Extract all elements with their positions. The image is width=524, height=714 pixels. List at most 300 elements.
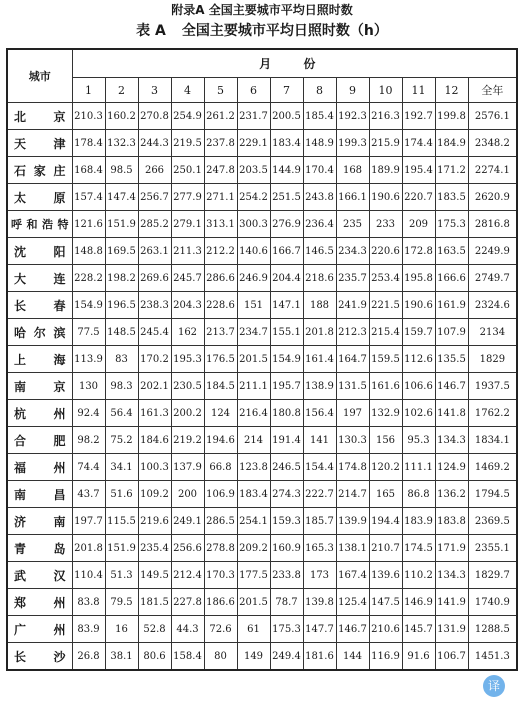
month-value-cell: 231.7 bbox=[237, 103, 270, 130]
month-value-cell: 145.7 bbox=[402, 616, 435, 643]
city-cell: 济南 bbox=[7, 508, 72, 535]
month-value-cell: 147.5 bbox=[369, 589, 402, 616]
month-value-cell: 115.5 bbox=[105, 508, 138, 535]
month-value-cell: 233.8 bbox=[270, 562, 303, 589]
month-value-cell: 212.4 bbox=[171, 562, 204, 589]
month-value-cell: 209 bbox=[402, 211, 435, 238]
month-value-cell: 194.4 bbox=[369, 508, 402, 535]
month-value-cell: 246.9 bbox=[237, 265, 270, 292]
month-value-cell: 74.4 bbox=[72, 454, 105, 481]
month-value-cell: 200.2 bbox=[171, 400, 204, 427]
table-row bbox=[7, 157, 517, 184]
year-total-cell: 2620.9 bbox=[468, 184, 517, 211]
month-value-cell: 137.9 bbox=[171, 454, 204, 481]
month-value-cell: 132.3 bbox=[105, 130, 138, 157]
year-total-cell: 1762.2 bbox=[468, 400, 517, 427]
month-value-cell: 185.7 bbox=[303, 508, 336, 535]
month-value-cell: 138.1 bbox=[336, 535, 369, 562]
month-value-cell: 160.9 bbox=[270, 535, 303, 562]
month-value-cell: 161.4 bbox=[303, 346, 336, 373]
month-header: 10 bbox=[369, 78, 402, 103]
month-value-cell: 195.7 bbox=[270, 373, 303, 400]
month-value-cell: 256.6 bbox=[171, 535, 204, 562]
month-value-cell: 256.7 bbox=[138, 184, 171, 211]
month-value-cell: 300.3 bbox=[237, 211, 270, 238]
month-value-cell: 146.5 bbox=[303, 238, 336, 265]
translate-badge-icon[interactable]: 译 bbox=[483, 675, 505, 697]
month-header: 9 bbox=[336, 78, 369, 103]
city-cell: 长沙 bbox=[7, 643, 72, 671]
month-value-cell: 155.1 bbox=[270, 319, 303, 346]
month-value-cell: 184.5 bbox=[204, 373, 237, 400]
month-value-cell: 174.8 bbox=[336, 454, 369, 481]
month-value-cell: 34.1 bbox=[105, 454, 138, 481]
month-header: 3 bbox=[138, 78, 171, 103]
table-row bbox=[7, 373, 517, 400]
month-value-cell: 162 bbox=[171, 319, 204, 346]
month-value-cell: 149 bbox=[237, 643, 270, 671]
month-value-cell: 141 bbox=[303, 427, 336, 454]
month-value-cell: 211.3 bbox=[171, 238, 204, 265]
city-cell: 大连 bbox=[7, 265, 72, 292]
month-value-cell: 83.8 bbox=[72, 589, 105, 616]
month-value-cell: 178.4 bbox=[72, 130, 105, 157]
month-value-cell: 194.6 bbox=[204, 427, 237, 454]
month-value-cell: 227.8 bbox=[171, 589, 204, 616]
month-value-cell: 192.3 bbox=[336, 103, 369, 130]
year-total-cell: 1829.7 bbox=[468, 562, 517, 589]
month-value-cell: 285.2 bbox=[138, 211, 171, 238]
month-value-cell: 254.1 bbox=[237, 508, 270, 535]
month-value-cell: 98.2 bbox=[72, 427, 105, 454]
month-value-cell: 190.6 bbox=[402, 292, 435, 319]
month-value-cell: 16 bbox=[105, 616, 138, 643]
month-value-cell: 166.7 bbox=[270, 238, 303, 265]
month-value-cell: 244.3 bbox=[138, 130, 171, 157]
month-value-cell: 254.9 bbox=[171, 103, 204, 130]
month-value-cell: 83 bbox=[105, 346, 138, 373]
month-value-cell: 154.9 bbox=[72, 292, 105, 319]
month-value-cell: 130.3 bbox=[336, 427, 369, 454]
month-value-cell: 219.5 bbox=[171, 130, 204, 157]
month-value-cell: 146.7 bbox=[435, 373, 468, 400]
table-row bbox=[7, 589, 517, 616]
month-value-cell: 181.6 bbox=[303, 643, 336, 671]
month-value-cell: 211.1 bbox=[237, 373, 270, 400]
month-value-cell: 83.9 bbox=[72, 616, 105, 643]
city-cell: 杭州 bbox=[7, 400, 72, 427]
month-value-cell: 213.7 bbox=[204, 319, 237, 346]
city-cell: 沈阳 bbox=[7, 238, 72, 265]
table-row bbox=[7, 535, 517, 562]
month-value-cell: 186.6 bbox=[204, 589, 237, 616]
city-cell: 天津 bbox=[7, 130, 72, 157]
year-total-cell: 2134 bbox=[468, 319, 517, 346]
month-value-cell: 188 bbox=[303, 292, 336, 319]
month-value-cell: 245.7 bbox=[171, 265, 204, 292]
month-value-cell: 219.2 bbox=[171, 427, 204, 454]
month-value-cell: 180.8 bbox=[270, 400, 303, 427]
month-value-cell: 170.4 bbox=[303, 157, 336, 184]
city-cell: 呼和浩特 bbox=[7, 211, 72, 238]
month-header: 1 bbox=[72, 78, 105, 103]
month-value-cell: 269.6 bbox=[138, 265, 171, 292]
month-value-cell: 136.2 bbox=[435, 481, 468, 508]
month-value-cell: 165.3 bbox=[303, 535, 336, 562]
month-value-cell: 109.2 bbox=[138, 481, 171, 508]
month-value-cell: 144.9 bbox=[270, 157, 303, 184]
year-total-cell: 2355.1 bbox=[468, 535, 517, 562]
month-value-cell: 230.5 bbox=[171, 373, 204, 400]
month-value-cell: 210.3 bbox=[72, 103, 105, 130]
table-row bbox=[7, 103, 517, 130]
year-total-cell: 1834.1 bbox=[468, 427, 517, 454]
month-value-cell: 218.6 bbox=[303, 265, 336, 292]
month-value-cell: 106.7 bbox=[435, 643, 468, 671]
month-value-cell: 112.6 bbox=[402, 346, 435, 373]
month-value-cell: 237.8 bbox=[204, 130, 237, 157]
table-row bbox=[7, 265, 517, 292]
month-value-cell: 250.1 bbox=[171, 157, 204, 184]
month-value-cell: 107.9 bbox=[435, 319, 468, 346]
year-total-cell: 1794.5 bbox=[468, 481, 517, 508]
month-value-cell: 195.4 bbox=[402, 157, 435, 184]
month-value-cell: 159.5 bbox=[369, 346, 402, 373]
table-row bbox=[7, 643, 517, 671]
month-value-cell: 163.5 bbox=[435, 238, 468, 265]
month-value-cell: 166.6 bbox=[435, 265, 468, 292]
month-value-cell: 210.6 bbox=[369, 616, 402, 643]
month-value-cell: 102.6 bbox=[402, 400, 435, 427]
city-cell: 南昌 bbox=[7, 481, 72, 508]
table-row bbox=[7, 481, 517, 508]
month-value-cell: 167.4 bbox=[336, 562, 369, 589]
month-value-cell: 221.5 bbox=[369, 292, 402, 319]
month-value-cell: 158.4 bbox=[171, 643, 204, 671]
city-cell: 石家庄 bbox=[7, 157, 72, 184]
table-row bbox=[7, 562, 517, 589]
month-value-cell: 139.8 bbox=[303, 589, 336, 616]
month-value-cell: 79.5 bbox=[105, 589, 138, 616]
year-total-cell: 2749.7 bbox=[468, 265, 517, 292]
table-row bbox=[7, 130, 517, 157]
month-value-cell: 220.7 bbox=[402, 184, 435, 211]
table-row bbox=[7, 211, 517, 238]
year-total-cell: 1451.3 bbox=[468, 643, 517, 671]
month-value-cell: 216.3 bbox=[369, 103, 402, 130]
year-header: 全年 bbox=[468, 78, 517, 103]
month-value-cell: 75.2 bbox=[105, 427, 138, 454]
month-value-cell: 279.1 bbox=[171, 211, 204, 238]
month-value-cell: 210.7 bbox=[369, 535, 402, 562]
month-value-cell: 234.7 bbox=[237, 319, 270, 346]
month-value-cell: 286.6 bbox=[204, 265, 237, 292]
month-value-cell: 228.2 bbox=[72, 265, 105, 292]
month-value-cell: 214 bbox=[237, 427, 270, 454]
month-value-cell: 215.9 bbox=[369, 130, 402, 157]
city-cell: 郑州 bbox=[7, 589, 72, 616]
month-value-cell: 171.9 bbox=[435, 535, 468, 562]
month-value-cell: 199.8 bbox=[435, 103, 468, 130]
year-total-cell: 2274.1 bbox=[468, 157, 517, 184]
month-value-cell: 52.8 bbox=[138, 616, 171, 643]
month-value-cell: 141.8 bbox=[435, 400, 468, 427]
month-value-cell: 251.5 bbox=[270, 184, 303, 211]
month-value-cell: 173 bbox=[303, 562, 336, 589]
month-value-cell: 151.9 bbox=[105, 535, 138, 562]
city-cell: 哈尔滨 bbox=[7, 319, 72, 346]
month-value-cell: 286.5 bbox=[204, 508, 237, 535]
table-title bbox=[0, 22, 524, 40]
month-header: 5 bbox=[204, 78, 237, 103]
year-total-cell: 1740.9 bbox=[468, 589, 517, 616]
month-value-cell: 86.8 bbox=[402, 481, 435, 508]
month-value-cell: 212.2 bbox=[204, 238, 237, 265]
month-value-cell: 116.9 bbox=[369, 643, 402, 671]
month-value-cell: 72.6 bbox=[204, 616, 237, 643]
year-total-cell: 1829 bbox=[468, 346, 517, 373]
month-value-cell: 169.5 bbox=[105, 238, 138, 265]
month-value-cell: 276.9 bbox=[270, 211, 303, 238]
month-value-cell: 159.3 bbox=[270, 508, 303, 535]
month-value-cell: 200.5 bbox=[270, 103, 303, 130]
month-value-cell: 51.3 bbox=[105, 562, 138, 589]
month-value-cell: 38.1 bbox=[105, 643, 138, 671]
month-value-cell: 139.9 bbox=[336, 508, 369, 535]
month-value-cell: 215.4 bbox=[369, 319, 402, 346]
month-value-cell: 168.4 bbox=[72, 157, 105, 184]
table-row bbox=[7, 454, 517, 481]
table-row bbox=[7, 400, 517, 427]
city-cell: 南京 bbox=[7, 373, 72, 400]
month-value-cell: 92.4 bbox=[72, 400, 105, 427]
month-value-cell: 51.6 bbox=[105, 481, 138, 508]
month-value-cell: 132.9 bbox=[369, 400, 402, 427]
month-value-cell: 184.9 bbox=[435, 130, 468, 157]
month-value-cell: 245.4 bbox=[138, 319, 171, 346]
city-cell: 上海 bbox=[7, 346, 72, 373]
month-value-cell: 141.9 bbox=[435, 589, 468, 616]
month-value-cell: 277.9 bbox=[171, 184, 204, 211]
month-value-cell: 134.3 bbox=[435, 562, 468, 589]
month-value-cell: 138.9 bbox=[303, 373, 336, 400]
month-value-cell: 246.5 bbox=[270, 454, 303, 481]
month-value-cell: 190.6 bbox=[369, 184, 402, 211]
month-value-cell: 125.4 bbox=[336, 589, 369, 616]
month-value-cell: 171.2 bbox=[435, 157, 468, 184]
city-cell: 长春 bbox=[7, 292, 72, 319]
month-value-cell: 61 bbox=[237, 616, 270, 643]
month-value-cell: 195.8 bbox=[402, 265, 435, 292]
month-value-cell: 228.6 bbox=[204, 292, 237, 319]
month-value-cell: 235 bbox=[336, 211, 369, 238]
month-value-cell: 168 bbox=[336, 157, 369, 184]
month-header: 7 bbox=[270, 78, 303, 103]
month-value-cell: 151 bbox=[237, 292, 270, 319]
city-cell: 北京 bbox=[7, 103, 72, 130]
month-value-cell: 154.4 bbox=[303, 454, 336, 481]
month-value-cell: 222.7 bbox=[303, 481, 336, 508]
month-value-cell: 43.7 bbox=[72, 481, 105, 508]
month-value-cell: 209.2 bbox=[237, 535, 270, 562]
year-total-cell: 2348.2 bbox=[468, 130, 517, 157]
month-value-cell: 161.6 bbox=[369, 373, 402, 400]
month-value-cell: 247.8 bbox=[204, 157, 237, 184]
month-value-cell: 199.3 bbox=[336, 130, 369, 157]
month-value-cell: 219.6 bbox=[138, 508, 171, 535]
month-value-cell: 254.2 bbox=[237, 184, 270, 211]
table-row bbox=[7, 184, 517, 211]
month-value-cell: 124 bbox=[204, 400, 237, 427]
month-value-cell: 139.6 bbox=[369, 562, 402, 589]
month-value-cell: 111.1 bbox=[402, 454, 435, 481]
month-value-cell: 202.1 bbox=[138, 373, 171, 400]
month-value-cell: 238.3 bbox=[138, 292, 171, 319]
month-value-cell: 243.8 bbox=[303, 184, 336, 211]
month-value-cell: 203.5 bbox=[237, 157, 270, 184]
month-value-cell: 181.5 bbox=[138, 589, 171, 616]
month-value-cell: 192.7 bbox=[402, 103, 435, 130]
month-value-cell: 131.5 bbox=[336, 373, 369, 400]
month-value-cell: 160.2 bbox=[105, 103, 138, 130]
month-value-cell: 170.3 bbox=[204, 562, 237, 589]
month-value-cell: 197.7 bbox=[72, 508, 105, 535]
month-value-cell: 189.9 bbox=[369, 157, 402, 184]
month-value-cell: 176.5 bbox=[204, 346, 237, 373]
table-row bbox=[7, 427, 517, 454]
month-value-cell: 146.9 bbox=[402, 589, 435, 616]
month-value-cell: 151.9 bbox=[105, 211, 138, 238]
month-value-cell: 235.4 bbox=[138, 535, 171, 562]
month-value-cell: 278.8 bbox=[204, 535, 237, 562]
table-title-text: 全国主要城市平均日照时数（h） bbox=[181, 23, 388, 39]
month-value-cell: 201.5 bbox=[237, 346, 270, 373]
month-value-cell: 241.9 bbox=[336, 292, 369, 319]
month-value-cell: 91.6 bbox=[402, 643, 435, 671]
table-row bbox=[7, 238, 517, 265]
month-value-cell: 156 bbox=[369, 427, 402, 454]
month-value-cell: 233 bbox=[369, 211, 402, 238]
month-value-cell: 161.9 bbox=[435, 292, 468, 319]
month-value-cell: 204.4 bbox=[270, 265, 303, 292]
year-total-cell: 1469.2 bbox=[468, 454, 517, 481]
year-total-cell: 2576.1 bbox=[468, 103, 517, 130]
month-value-cell: 274.3 bbox=[270, 481, 303, 508]
month-value-cell: 106.6 bbox=[402, 373, 435, 400]
month-header: 2 bbox=[105, 78, 138, 103]
year-total-cell: 1288.5 bbox=[468, 616, 517, 643]
month-value-cell: 183.4 bbox=[237, 481, 270, 508]
page-header: 附录A 全国主要城市平均日照时数 bbox=[171, 3, 353, 17]
table-row bbox=[7, 616, 517, 643]
month-value-cell: 170.2 bbox=[138, 346, 171, 373]
month-value-cell: 172.8 bbox=[402, 238, 435, 265]
month-value-cell: 183.4 bbox=[270, 130, 303, 157]
month-value-cell: 95.3 bbox=[402, 427, 435, 454]
month-value-cell: 201.8 bbox=[72, 535, 105, 562]
year-total-cell: 2369.5 bbox=[468, 508, 517, 535]
table-row bbox=[7, 508, 517, 535]
month-value-cell: 177.5 bbox=[237, 562, 270, 589]
month-value-cell: 144 bbox=[336, 643, 369, 671]
month-value-cell: 229.1 bbox=[237, 130, 270, 157]
month-value-cell: 110.2 bbox=[402, 562, 435, 589]
year-total-cell: 2816.8 bbox=[468, 211, 517, 238]
month-header: 12 bbox=[435, 78, 468, 103]
month-group-header: 月 份 bbox=[72, 49, 517, 78]
month-value-cell: 147.1 bbox=[270, 292, 303, 319]
table-row bbox=[7, 292, 517, 319]
month-value-cell: 234.3 bbox=[336, 238, 369, 265]
month-value-cell: 183.9 bbox=[402, 508, 435, 535]
month-value-cell: 147.4 bbox=[105, 184, 138, 211]
month-value-cell: 204.3 bbox=[171, 292, 204, 319]
month-value-cell: 80 bbox=[204, 643, 237, 671]
month-value-cell: 78.7 bbox=[270, 589, 303, 616]
month-value-cell: 124.9 bbox=[435, 454, 468, 481]
month-value-cell: 261.2 bbox=[204, 103, 237, 130]
month-value-cell: 147.7 bbox=[303, 616, 336, 643]
city-cell: 太原 bbox=[7, 184, 72, 211]
month-value-cell: 165 bbox=[369, 481, 402, 508]
month-value-cell: 175.3 bbox=[435, 211, 468, 238]
month-value-cell: 26.8 bbox=[72, 643, 105, 671]
month-value-cell: 148.9 bbox=[303, 130, 336, 157]
table-row bbox=[7, 319, 517, 346]
month-value-cell: 196.5 bbox=[105, 292, 138, 319]
month-value-cell: 123.8 bbox=[237, 454, 270, 481]
month-value-cell: 214.7 bbox=[336, 481, 369, 508]
month-value-cell: 166.1 bbox=[336, 184, 369, 211]
month-value-cell: 191.4 bbox=[270, 427, 303, 454]
month-value-cell: 271.1 bbox=[204, 184, 237, 211]
month-value-cell: 148.8 bbox=[72, 238, 105, 265]
month-value-cell: 270.8 bbox=[138, 103, 171, 130]
month-value-cell: 174.5 bbox=[402, 535, 435, 562]
month-value-cell: 266 bbox=[138, 157, 171, 184]
month-value-cell: 183.8 bbox=[435, 508, 468, 535]
month-value-cell: 183.5 bbox=[435, 184, 468, 211]
city-column-header: 城市 bbox=[7, 49, 72, 103]
month-value-cell: 235.7 bbox=[336, 265, 369, 292]
month-value-cell: 184.6 bbox=[138, 427, 171, 454]
month-value-cell: 175.3 bbox=[270, 616, 303, 643]
month-value-cell: 216.4 bbox=[237, 400, 270, 427]
table-label: 表 A bbox=[136, 23, 166, 39]
month-header: 4 bbox=[171, 78, 204, 103]
month-value-cell: 98.3 bbox=[105, 373, 138, 400]
month-value-cell: 201.5 bbox=[237, 589, 270, 616]
city-cell: 广州 bbox=[7, 616, 72, 643]
month-value-cell: 154.9 bbox=[270, 346, 303, 373]
month-header: 8 bbox=[303, 78, 336, 103]
month-value-cell: 110.4 bbox=[72, 562, 105, 589]
month-header: 6 bbox=[237, 78, 270, 103]
month-value-cell: 77.5 bbox=[72, 319, 105, 346]
year-total-cell: 1937.5 bbox=[468, 373, 517, 400]
month-value-cell: 197 bbox=[336, 400, 369, 427]
month-value-cell: 44.3 bbox=[171, 616, 204, 643]
month-value-cell: 263.1 bbox=[138, 238, 171, 265]
month-value-cell: 156.4 bbox=[303, 400, 336, 427]
month-value-cell: 56.4 bbox=[105, 400, 138, 427]
month-value-cell: 146.7 bbox=[336, 616, 369, 643]
month-value-cell: 200 bbox=[171, 481, 204, 508]
month-value-cell: 313.1 bbox=[204, 211, 237, 238]
month-value-cell: 236.4 bbox=[303, 211, 336, 238]
month-value-cell: 106.9 bbox=[204, 481, 237, 508]
month-value-cell: 161.3 bbox=[138, 400, 171, 427]
